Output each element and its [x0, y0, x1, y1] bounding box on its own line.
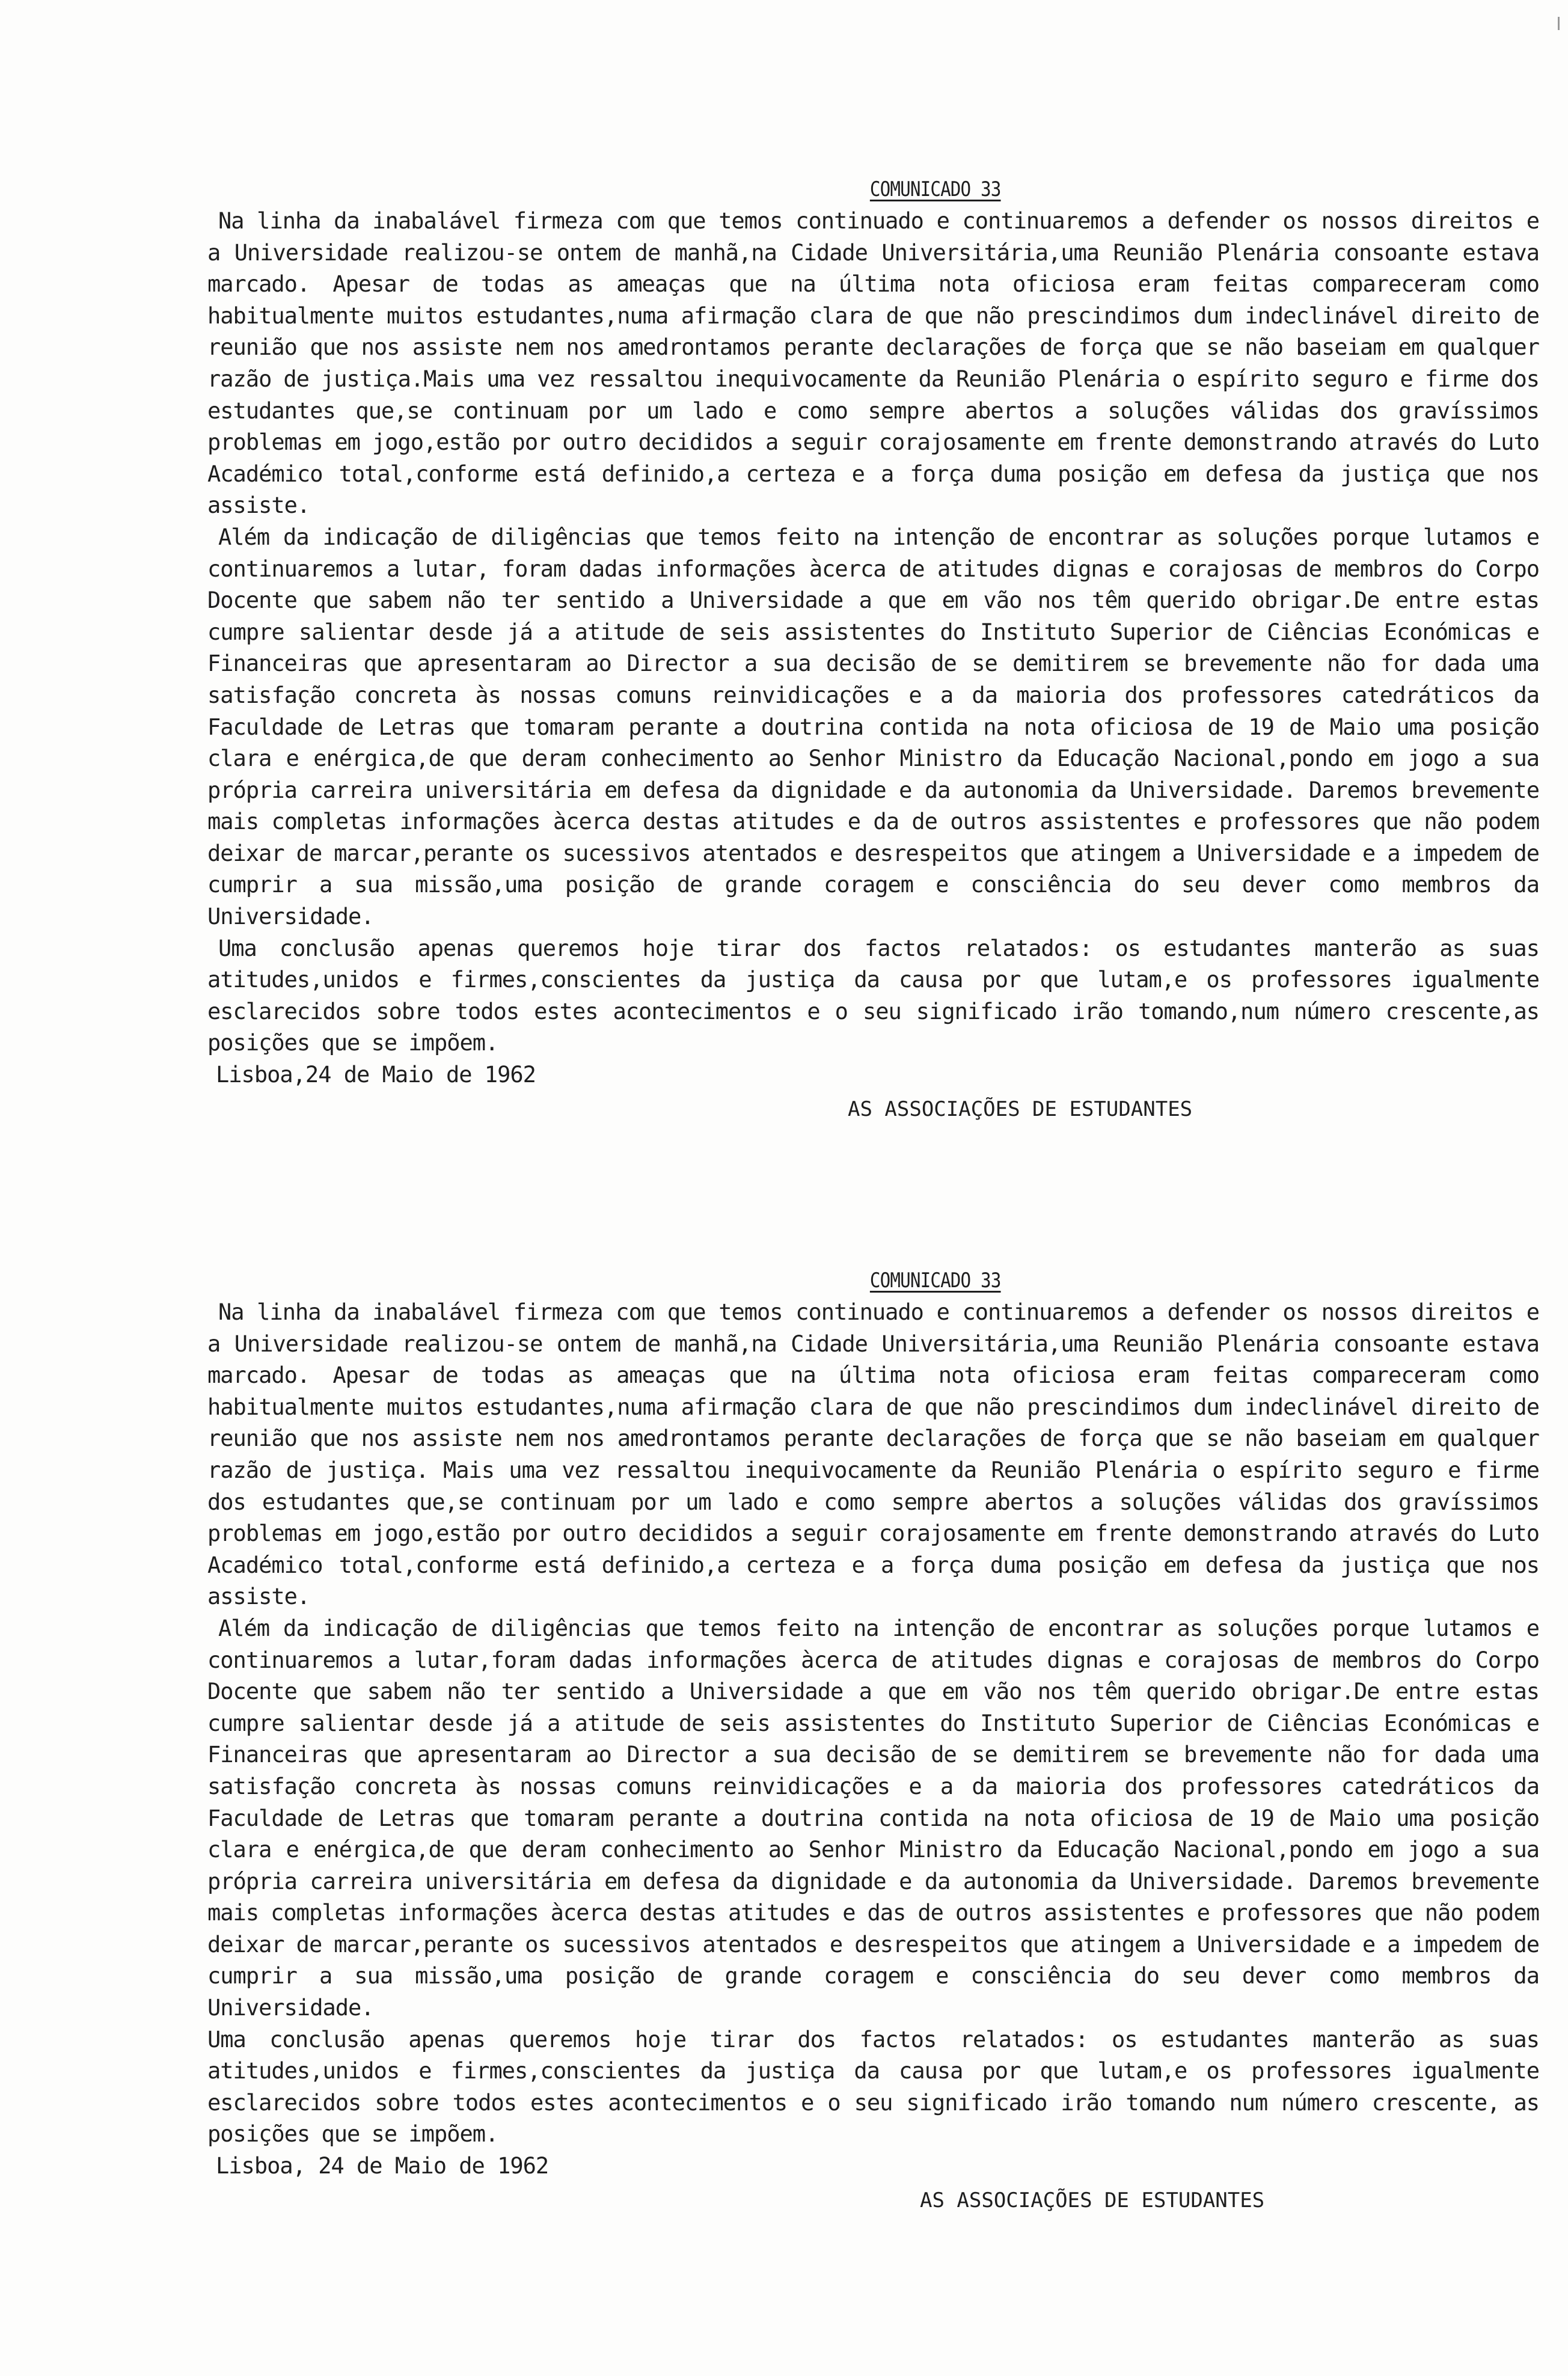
paragraph-1: Na linha da inabalável firmeza com que temos continuado e continuaremos a defender os nossos direitos e a Universidade realizou-se ontem de manhã,na Cidade Universitária,uma Reunião Plenária consoante estava marcado. Apesar de todas as ameaças que na última nota oficiosa eram feitas compareceram como habitualmente muitos estudantes,numa afirmação clara de que não prescindimos dum indeclinável direito de reunião que nos assiste nem nos amedrontamos perante declarações de força que se não baseiam em qualquer razão de justiça. Mais uma vez ressaltou inequivocamente da Reunião Plenária o espírito seguro e firme dos estudantes que,se continuam por um lado e como sempre abertos a soluções válidas dos gravíssimos problemas em jogo,estão por outro decididos a seguir corajosamente em frente demonstrando através do Luto Académico total,conforme está definido,a certeza e a força duma posição em defesa da justiça que nos assiste. — [207, 1299, 1539, 1610]
communique-2 — [207, 1266, 1539, 2216]
paragraph-2: Além da indicação de diligências que temos feito na intenção de encontrar as soluções porque lutamos e continuaremos a lutar, foram dadas informações àcerca de atitudes dignas e corajosas de membros do Corpo Docente que sabem não ter sentido a Universidade a que em vão nos têm querido obrigar.De entre estas cumpre salientar desde já a atitude de seis assistentes do Instituto Superior de Ciências Económicas e Financeiras que apresentaram ao Director a sua decisão de se demitirem se brevemente não for dada uma satisfação concreta às nossas comuns reinvidicações e a da maioria dos professores catedráticos da Faculdade de Letras que tomaram perante a doutrina contida na nota oficiosa de 19 de Maio uma posição clara e enérgica,de que deram conhecimento ao Senhor Ministro da Educação Nacional,pondo em jogo a sua própria carreira universitária em defesa da dignidade e da autonomia da Universidade. Daremos brevemente mais completas informações àcerca destas atitudes e da de outros assistentes e professores que não podem deixar de marcar,perante os sucessivos atentados e desrespeitos que atingem a Universidade e a impedem de cumprir a sua missão,uma posição de grande coragem e consciência do seu dever como membros da Universidade. — [207, 524, 1539, 930]
signature: AS ASSOCIAÇÕES DE ESTUDANTES — [848, 1097, 1193, 1121]
paragraph-3: Uma conclusão apenas queremos hoje tirar dos factos relatados: os estudantes manterão as suas atitudes,unidos e firmes,conscientes da justiça da causa por que lutam,e os professores igualmente esclarecidos sobre todos estes acontecimentos e o seu significado irão tomando num número crescente, as posições que se impõem. — [207, 2026, 1539, 2148]
communique-title: COMUNICADO 33 — [869, 1269, 1001, 1293]
dateline: Lisboa, 24 de Maio de 1962 — [216, 2153, 549, 2179]
margin-mark — [1558, 17, 1560, 30]
paragraph-1: Na linha da inabalável firmeza com que temos continuado e continuaremos a defender os nossos direitos e a Universidade realizou-se ontem de manhã,na Cidade Universitária,uma Reunião Plenária consoante estava marcado. Apesar de todas as ameaças que na última nota oficiosa eram feitas compareceram como habitualmente muitos estudantes,numa afirmação clara de que não prescindimos dum indeclinável direito de reunião que nos assiste nem nos amedrontamos perante declarações de força que se não baseiam em qualquer razão de justiça.Mais uma vez ressaltou inequivocamente da Reunião Plenária o espírito seguro e firme dos estudantes que,se continuam por um lado e como sempre abertos a soluções válidas dos gravíssimos problemas em jogo,estão por outro decididos a seguir corajosamente em frente demonstrando através do Luto Académico total,conforme está definido,a certeza e a força duma posição em defesa da justiça que nos assiste. — [207, 208, 1539, 519]
paragraph-2: Além da indicação de diligências que temos feito na intenção de encontrar as soluções porque lutamos e continuaremos a lutar,foram dadas informações àcerca de atitudes dignas e corajosas de membros do Corpo Docente que sabem não ter sentido a Universidade a que em vão nos têm querido obrigar.De entre estas cumpre salientar desde já a atitude de seis assistentes do Instituto Superior de Ciências Económicas e Financeiras que apresentaram ao Director a sua decisão de se demitirem se brevemente não for dada uma satisfação concreta às nossas comuns reinvidicações e a da maioria dos professores catedráticos da Faculdade de Letras que tomaram perante a doutrina contida na nota oficiosa de 19 de Maio uma posição clara e enérgica,de que deram conhecimento ao Senhor Ministro da Educação Nacional,pondo em jogo a sua própria carreira universitária em defesa da dignidade e da autonomia da Universidade. Daremos brevemente mais completas informações àcerca destas atitudes e das de outros assistentes e professores que não podem deixar de marcar,perante os sucessivos atentados e desrespeitos que atingem a Universidade e a impedem de cumprir a sua missão,uma posição de grande coragem e consciência do seu dever como membros da Universidade. — [207, 1615, 1539, 2021]
communique-1 — [207, 174, 1539, 1125]
paragraph-3: Uma conclusão apenas queremos hoje tirar dos factos relatados: os estudantes manterão as suas atitudes,unidos e firmes,conscientes da justiça da causa por que lutam,e os professores igualmente esclarecidos sobre todos estes acontecimentos e o seu significado irão tomando,num número crescente,as posições que se impõem. — [207, 935, 1539, 1056]
communique-title: COMUNICADO 33 — [869, 177, 1001, 201]
dateline: Lisboa,24 de Maio de 1962 — [216, 1062, 536, 1088]
signature: AS ASSOCIAÇÕES DE ESTUDANTES — [920, 2188, 1265, 2212]
